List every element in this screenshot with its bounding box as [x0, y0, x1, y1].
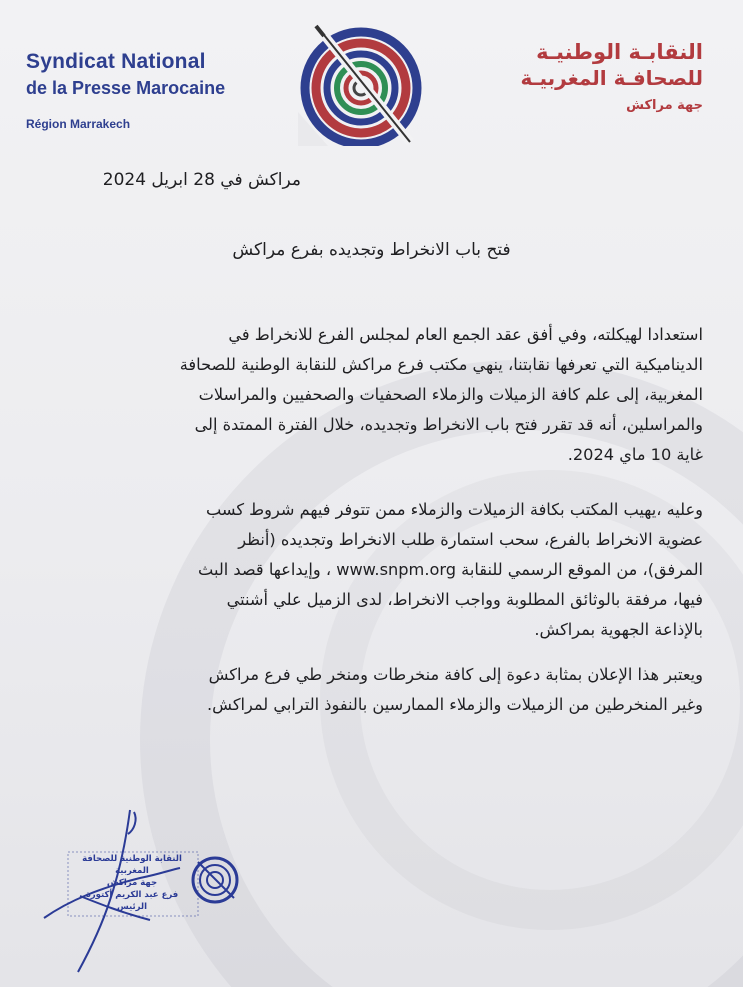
header-arabic	[521, 40, 703, 113]
header-french	[26, 50, 225, 131]
stamp-line: النقابة الوطنية للصحافة المغربية	[82, 854, 182, 876]
paragraph-line: وعليه ،يهيب المكتب بكافة الزميلات والزملاء ممن تتوفر فيهم شروط كسب	[205, 500, 703, 519]
paragraph-line: الديناميكية التي تعرفها نقابتنا، ينهي مكتب فرع مراكش للنقابة الوطنية للصحافة	[179, 355, 703, 374]
region-ar: جهة مراكش	[626, 98, 703, 113]
letter-title: فتح باب الانخراط وتجديده بفرع مراكش	[232, 240, 511, 260]
region-fr: Région Marrakech	[26, 117, 131, 131]
paragraph-line: بالإذاعة الجهوية بمراكش.	[534, 620, 703, 639]
paragraph-2	[198, 495, 703, 645]
paragraph-line: المرفق)، من الموقع الرسمي للنقابة www.snpm.org ، وإيداعها قصد البث	[198, 560, 703, 579]
paragraph-line: فيها، مرفقة بالوثائق المطلوبة وواجب الانخراط، لدى الزميل علي أشنتي	[226, 590, 703, 609]
paragraph-1	[180, 320, 703, 470]
org-name-ar-line1: النقابـة الوطنيـة	[536, 40, 703, 64]
paragraph-line: استعدادا لهيكلته، وفي أفق عقد الجمع العام لمجلس الفرع للانخراط في	[228, 325, 703, 344]
union-logo-icon	[298, 22, 424, 146]
stamp-line: الرئيس	[116, 902, 148, 912]
paragraph-line: ويعتبر هذا الإعلان بمثابة دعوة إلى كافة منخرطات ومنخر طي فرع مراكش	[208, 665, 703, 684]
paragraph-3	[207, 660, 703, 720]
letter-date: مراكش في 28 ابريل 2024	[102, 170, 301, 190]
paragraph-line: غاية 10 ماي 2024.	[567, 445, 703, 464]
org-name-ar-line2: للصحافـة المغربيـة	[520, 66, 703, 90]
org-name-fr-line2: de la Presse Marocaine	[26, 78, 226, 98]
stamp-line: جهة مراكش	[106, 878, 158, 888]
stamp-text	[68, 853, 196, 913]
org-name-fr-line1: Syndicat National	[26, 50, 206, 73]
stamp-line: فرع عبد الكريم أكتورة	[85, 890, 179, 900]
paragraph-line: عضوية الانخراط بالفرع، سحب استمارة طلب الانخراط وتجديده (أنظر	[238, 530, 703, 549]
paragraph-line: والمراسلين، أنه قد تقرر فتح باب الانخراط وتجديده، خلال الفترة الممتدة إلى	[194, 415, 703, 434]
paragraph-line: وغير المنخرطين من الزميلات والزملاء الممارسين بالنفوذ الترابي لمراكش.	[207, 695, 703, 714]
paragraph-line: المغربية، إلى علم كافة الزميلات والزملاء الصحفيات والصحفيين والمراسلات	[198, 385, 703, 404]
